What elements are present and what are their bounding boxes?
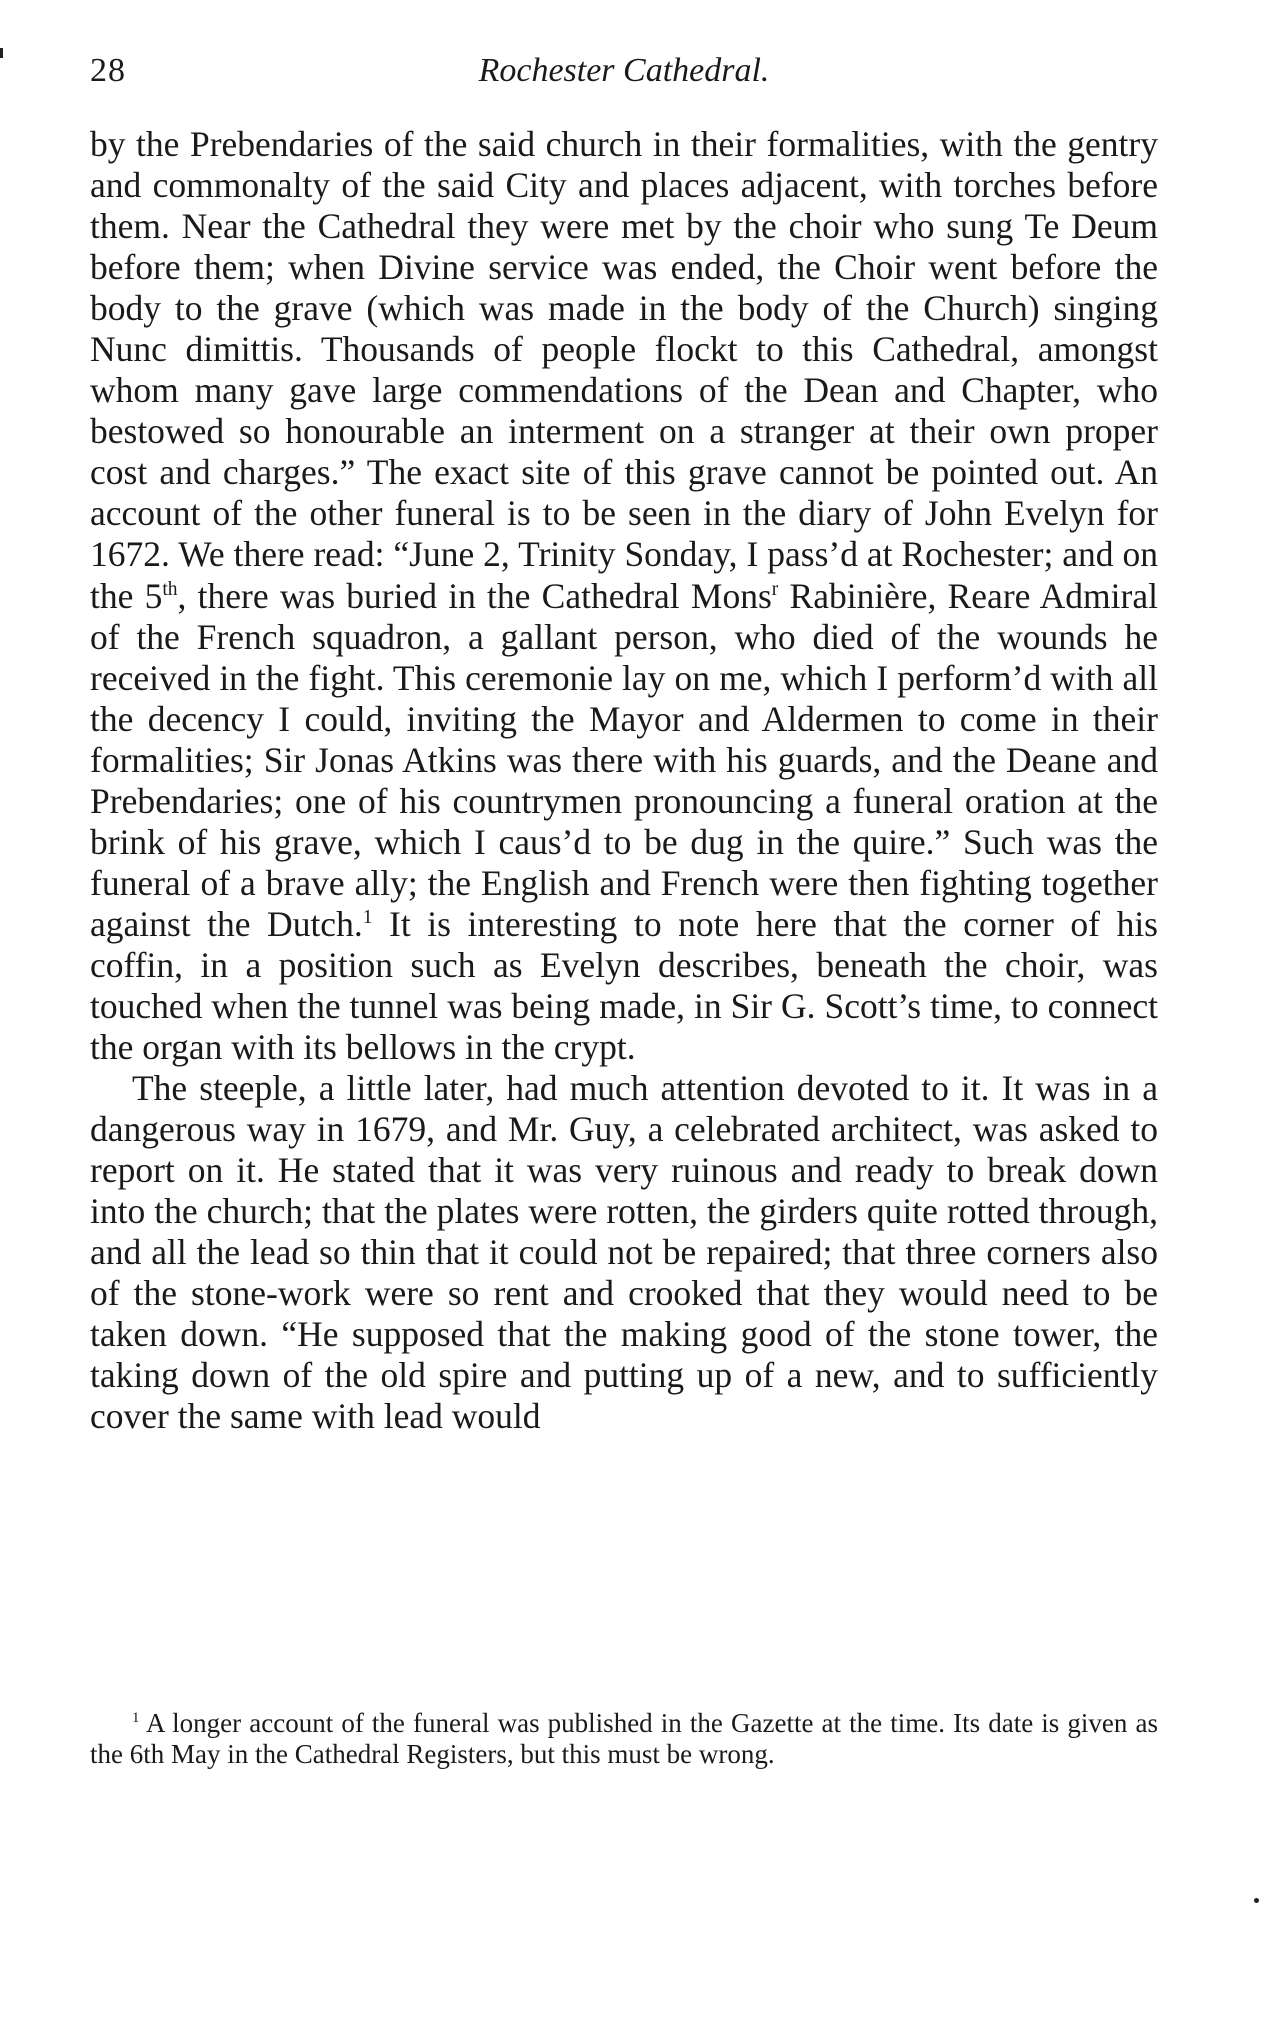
superscript-r: r — [771, 578, 779, 600]
footnote-marker: 1 — [132, 1710, 140, 1726]
paragraph-1 — [90, 124, 1158, 1068]
page-number: 28 — [90, 52, 126, 89]
footnote-text: A longer account of the funeral was published in the Gazette at the time. Its date is given as the 6th May in the Cathedral Registers, but this must be wrong. — [90, 1708, 1158, 1769]
paragraph-1-text-a: by the Prebendaries of the said church in their formalities, with the gentry and commonalty of the said City and places adjacent, with torches before them. Near the Cathedral they were met by the choir who sung Te Deum before them; when Divine service was ended, the Choir went before the body to the grave (which was made in the body of the Church) singing Nunc dimittis. Thousands of people flockt to this Cathedral, amongst whom many gave large commendations of the Dean and Chapter, who bestowed so honourable an interment on a stranger at their own proper cost and charges.” The exact site of this grave cannot be pointed out. An account of the other funeral is to be seen in the diary of John Evelyn for 1672. We there read: “June 2, Trinity Sonday, I pass’d at Rochester; and on the 5 — [90, 124, 1158, 616]
paragraph-1-text-b: , there was buried in the Cathedral Mons — [177, 575, 772, 616]
scan-mark — [0, 48, 3, 58]
main-text — [90, 124, 1158, 1438]
footnote-reference[interactable]: 1 — [362, 907, 373, 929]
running-title: Rochester Cathedral. — [478, 52, 770, 89]
paragraph-2: The steeple, a little later, had much attention devoted to it. It was in a dangerous way in 1679, and Mr. Guy, a celebrated architect, was asked to report on it. He stated that it was very ruinous and ready to break down into the church; that the plates were rotten, the girders quite rotted through, and all the lead so thin that it could not be repaired; that three corners also of the stone-work were so rent and crooked that they would need to be taken down. “He supposed that the making good of the stone tower, the taking down of the old spire and putting up of a new, and to sufficiently cover the same with lead would — [90, 1068, 1158, 1437]
paragraph-1-text-d: It is interesting to note here that the corner of his coffin, in a position such as Evelyn describes, beneath the choir, was touched when the tunnel was being made, in Sir G. Scott’s time, to connect the organ with its bellows in the crypt. — [90, 903, 1159, 1068]
page-header — [90, 52, 1158, 102]
paragraph-1-text-c: Rabinière, Reare Admiral of the French squadron, a gallant person, who died of the wounds he received in the fight. This ceremonie lay on me, which I perform’d with all the decency I could, inviting the Mayor and Aldermen to come in their formalities; Sir Jonas Atkins was there with his guards, and the Deane and Prebendaries; one of his countrymen pronouncing a funeral oration at the brink of his grave, which I caus’d to be dug in the quire.” Such was the funeral of a brave ally; the English and French were then fighting together against the Dutch. — [90, 575, 1158, 944]
footnotes — [90, 1708, 1158, 1770]
footnote — [90, 1708, 1158, 1770]
superscript-th: th — [162, 578, 178, 600]
scan-speck — [1254, 1898, 1259, 1903]
